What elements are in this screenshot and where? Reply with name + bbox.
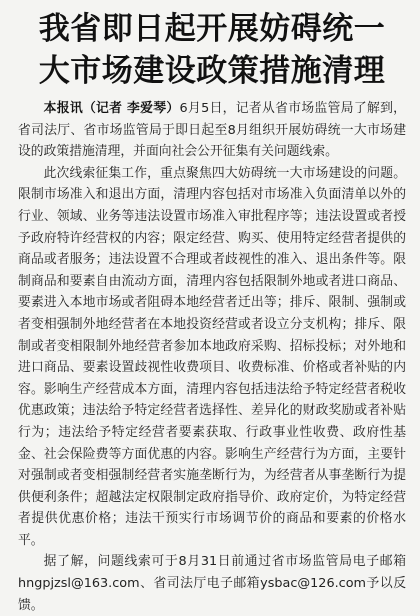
paragraph-1-text: 6月5日，记者从省市场监管局了解到，省司法厅、省市场监管局于即日起至8月组织开展妨碍统一大市场建设的政策措施清理，并面向社会公开征集有关问题线索。: [18, 101, 406, 160]
paragraph-2: 此次线索征集工作，重点聚焦四大妨碍统一大市场建设的问题。限制市场准入和退出方面，清理内容包括对市场准入负面清单以外的行业、领域、业务等违法设置市场准入审批程序等；违法设置或者授予政府特许经营权的内容；限定经营、购买、使用特定经营者提供的商品或者服务；违法设置不合理或者歧视性的准入、退出条件等。限制商品和要素自由流动方面，清理内容包括限制外地或者进口商品、要素进入本地市场或者阻碍本地经营者迁出等；排斥、限制、强制或者变相强制外地经营者在本地投资经营或者设立分支机构；排斥、限制或者变相限制外地经营者参加本地政府采购、招标投标；对外地和进口商品、要素设置歧视性收费项目、收费标准、价格或者补贴的内容。影响生产经营成本方面，清理内容包括违法给予特定经营者税收优惠政策；违法给予特定经营者选择性、差异化的财政奖励或者补贴行为；违法给予特定经营者要素获取、行政事业性收费、政府性基金、社会保险费等方面优惠的内容。影响生产经营行为方面，主要针对强制或者变相强制经营者实施垄断行为，为经营者从事垄断行为提供便利条件；超越法定权限制定政府指导价、政府定价，为特定经营者提供优惠价格；违法干预实行市场调节价的商品和要素的价格水平。: [18, 165, 406, 548]
paragraph-1: [18, 98, 406, 163]
byline: 本报讯（记者 李爱琴）: [43, 101, 180, 116]
headline-line-1: 我省即日起开展妨碍统一: [38, 11, 386, 47]
headline-line-2: 大市场建设政策措施清理: [38, 53, 386, 89]
article-body: [18, 98, 406, 616]
headline: [18, 8, 406, 92]
paragraph-3: 据了解，问题线索可于8月31日前通过省市场监管局电子邮箱hngpjzsl@163.com、省司法厅电子邮箱ysbac@126.com予以反馈。: [18, 554, 406, 613]
